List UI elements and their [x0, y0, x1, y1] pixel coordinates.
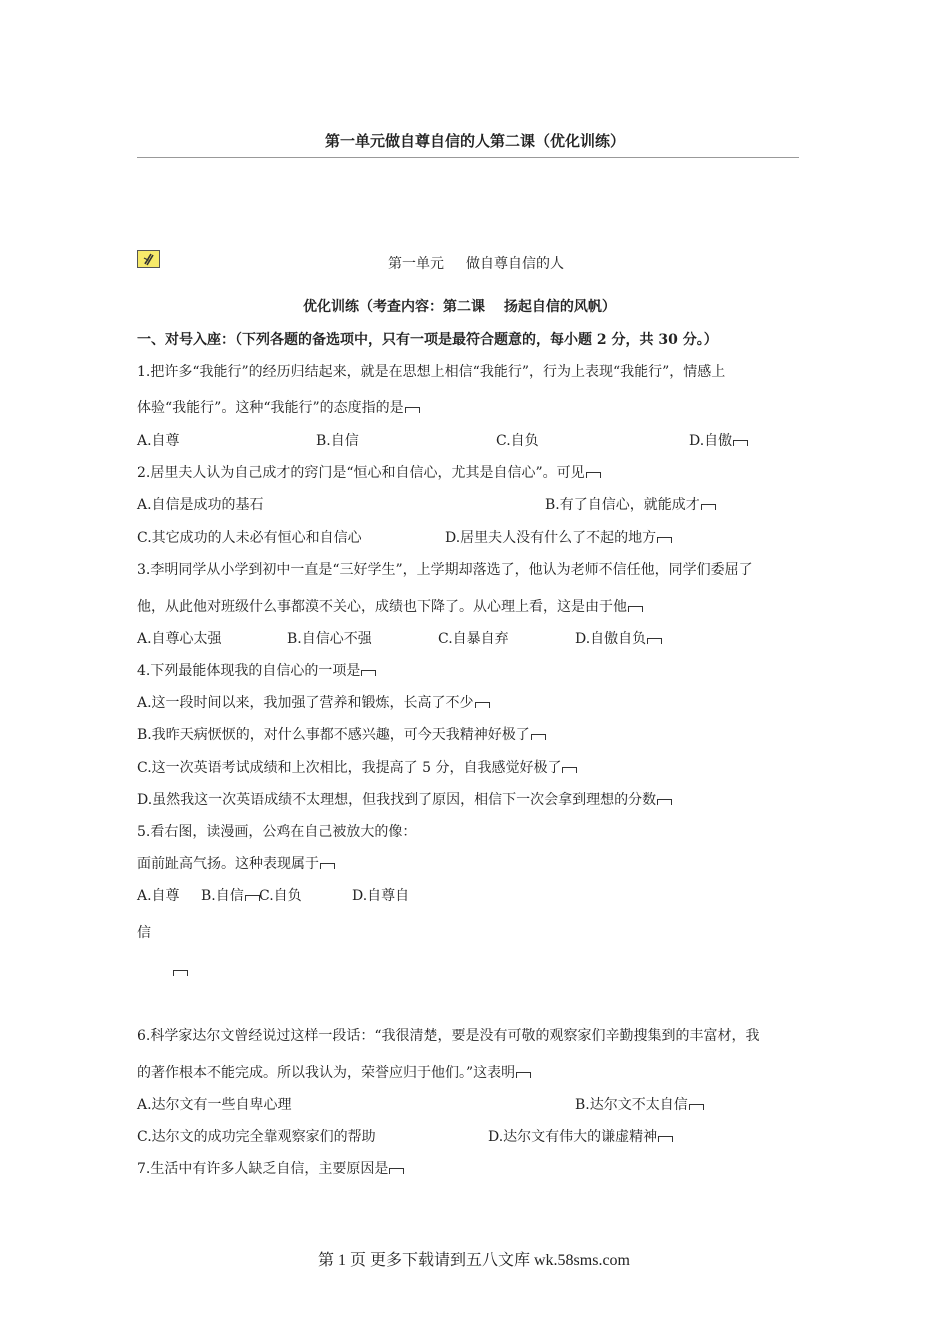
q6-option-a: A.达尔文有一些自卑心理: [137, 1097, 292, 1113]
answer-blank: [245, 895, 260, 901]
answer-blank: [405, 407, 420, 413]
q4-option-d: D.虽然我这一次英语成绩不太理想，但我找到了原因，相信下一次会拿到理想的分数: [137, 789, 672, 809]
q4-option-c: C.这一次英语考试成绩和上次相比，我提高了 5 分，自我感觉好极了: [137, 757, 577, 777]
q4-option-b: B.我昨天病恹恹的，对什么事都不感兴趣，可今天我精神好极了: [137, 724, 546, 744]
answer-blank: [658, 1136, 673, 1142]
q5-option-b: B.自信: [201, 885, 260, 905]
q1-option-b: B.自信: [316, 433, 359, 449]
section-title: 一、对号入座：（下列各题的备选项中，只有一项是最符合题意的，每小题 2 分，共 30 分。）: [137, 332, 718, 348]
q1-option-d: D.自傲: [689, 430, 748, 450]
answer-blank: [531, 734, 546, 740]
answer-blank: [173, 970, 188, 976]
q5-option-c: C.自负: [259, 888, 302, 904]
q6-option-b: B.达尔文不太自信: [575, 1094, 704, 1114]
answer-blank: [562, 767, 577, 773]
unit-name: 做自尊自信的人: [466, 256, 564, 272]
answer-blank: [689, 1104, 704, 1110]
q6-option-d: D.达尔文有伟大的谦虚精神: [488, 1126, 673, 1146]
q5-stem-line1: 5.看右图，读漫画，公鸡在自己被放大的像：: [137, 824, 417, 840]
answer-blank: [733, 440, 748, 446]
q1-stem-line2: 体验“我能行”。这种“我能行”的态度指的是: [137, 397, 420, 417]
q2-option-a: A.自信是成功的基石: [137, 497, 264, 513]
q3-stem-line2: 他，从此他对班级什么事都漠不关心，成绩也下降了。从心理上看，这是由于他: [137, 596, 643, 616]
subtitle: 优化训练（考查内容：第二课 扬起自信的风帆）: [303, 299, 616, 315]
q1-option-a: A.自尊: [137, 433, 180, 449]
answer-blank: [320, 863, 335, 869]
q6-stem-line1: 6.科学家达尔文曾经说过这样一段话：“我很清楚，要是没有可敬的观察家们辛勤搜集到的丰富材，我: [137, 1028, 760, 1044]
unit-label: 第一单元: [388, 256, 444, 272]
q3-stem-line1: 3.李明同学从小学到初中一直是“三好学生”，上学期却落选了，他认为老师不信任他，同学们委屈了: [137, 562, 753, 578]
q2-option-c: C.其它成功的人未必有恒心和自信心: [137, 530, 362, 546]
answer-blank: [389, 1168, 404, 1174]
q5-answer-blank: [172, 963, 188, 979]
answer-blank: [628, 606, 643, 612]
answer-blank: [475, 702, 490, 708]
q5-option-d: D.自尊自: [352, 888, 410, 904]
q3-option-b: B.自信心不强: [287, 631, 372, 647]
q4-stem: 4.下列最能体现我的自信心的一项是: [137, 660, 376, 680]
clip-icon: [137, 250, 160, 268]
q5-option-a: A.自尊: [137, 888, 180, 904]
answer-blank: [657, 537, 672, 543]
page-header-title: 第一单元做自尊自信的人第二课（优化训练）: [325, 132, 626, 150]
q6-stem-line2: 的著作根本不能完成。所以我认为，荣誉应归于他们。”这表明: [137, 1062, 531, 1082]
answer-blank: [361, 670, 376, 676]
q5-option-d-continued: 信: [137, 925, 151, 941]
page-footer: 第 1 页 更多下载请到五八文库 wk.58sms.com: [318, 1252, 631, 1269]
answer-blank: [586, 472, 601, 478]
q7-stem: 7.生活中有许多人缺乏自信，主要原因是: [137, 1158, 404, 1178]
q1-option-c: C.自负: [496, 433, 539, 449]
answer-blank: [516, 1072, 531, 1078]
answer-blank: [647, 638, 662, 644]
q2-option-b: B.有了自信心，就能成才: [545, 494, 716, 514]
q1-stem-line1: 1.把许多“我能行”的经历归结起来，就是在思想上相信“我能行”，行为上表现“我能行”，情感上: [137, 364, 726, 380]
q6-option-c: C.达尔文的成功完全靠观察家们的帮助: [137, 1129, 376, 1145]
q3-option-a: A.自尊心太强: [137, 631, 222, 647]
q4-option-a: A.这一段时间以来，我加强了营养和锻炼，长高了不少: [137, 692, 490, 712]
q5-stem-line2: 面前趾高气扬。这种表现属于: [137, 853, 335, 873]
header-divider: [137, 157, 799, 158]
q2-option-d: D.居里夫人没有什么了不起的地方: [445, 527, 672, 547]
answer-blank: [701, 504, 716, 510]
q2-stem: 2.居里夫人认为自己成才的窍门是“恒心和自信心，尤其是自信心”。可见: [137, 462, 601, 482]
answer-blank: [657, 799, 672, 805]
q3-option-d: D.自傲自负: [575, 628, 662, 648]
q3-option-c: C.自暴自弃: [438, 631, 509, 647]
